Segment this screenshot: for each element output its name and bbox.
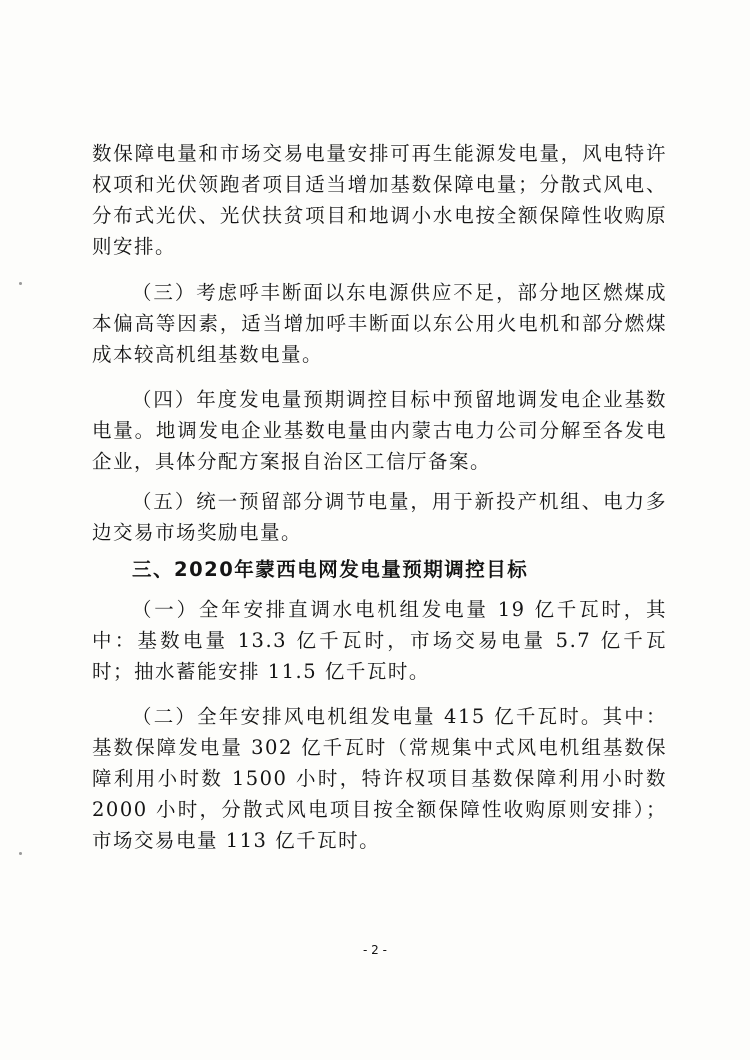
paragraph-item-5: （五）统一预留部分调节电量，用于新投产机组、电力多边交易市场奖励电量。 xyxy=(92,490,667,544)
paragraph-continued: 数保障电量和市场交易电量安排可再生能源发电量，风电特许权项和光伏领跑者项目适当增加基数保障电量；分散式风电、分布式光伏、光伏扶贫项目和地调小水电按全额保障性收购原则安排。 xyxy=(92,142,667,258)
scan-speck xyxy=(19,852,22,855)
paragraph-hydro-target: （一）全年安排直调水电机组发电量 19 亿千瓦时，其中：基数电量 13.3 亿千瓦时，市场交易电量 5.7 亿千瓦时；抽水蓄能安排 11.5 亿千瓦时。 xyxy=(92,598,667,683)
paragraph-wind-target: （二）全年安排风电机组发电量 415 亿千瓦时。其中：基数保障发电量 302 亿千瓦时（常规集中式风电机组基数保障利用小时数 1500 小时，特许权项目基数保障利用小时数 2000 小时，分散式风电项目按全额保障性收购原则安排）；市场交易电量 113 亿千瓦时。 xyxy=(92,705,667,852)
scan-speck xyxy=(19,282,22,285)
paragraph-item-3: （三）考虑呼丰断面以东电源供应不足，部分地区燃煤成本偏高等因素，适当增加呼丰断面以东公用火电机和部分燃煤成本较高机组基数电量。 xyxy=(92,281,667,366)
document-body xyxy=(92,138,667,856)
page-number: - 2 - xyxy=(363,943,387,957)
section-heading-3: 三、2020年蒙西电网发电量预期调控目标 xyxy=(132,558,529,581)
paragraph-item-4: （四）年度发电量预期调控目标中预留地调发电企业基数电量。地调发电企业基数电量由内蒙古电力公司分解至各发电企业，具体分配方案报自治区工信厅备案。 xyxy=(92,388,667,473)
